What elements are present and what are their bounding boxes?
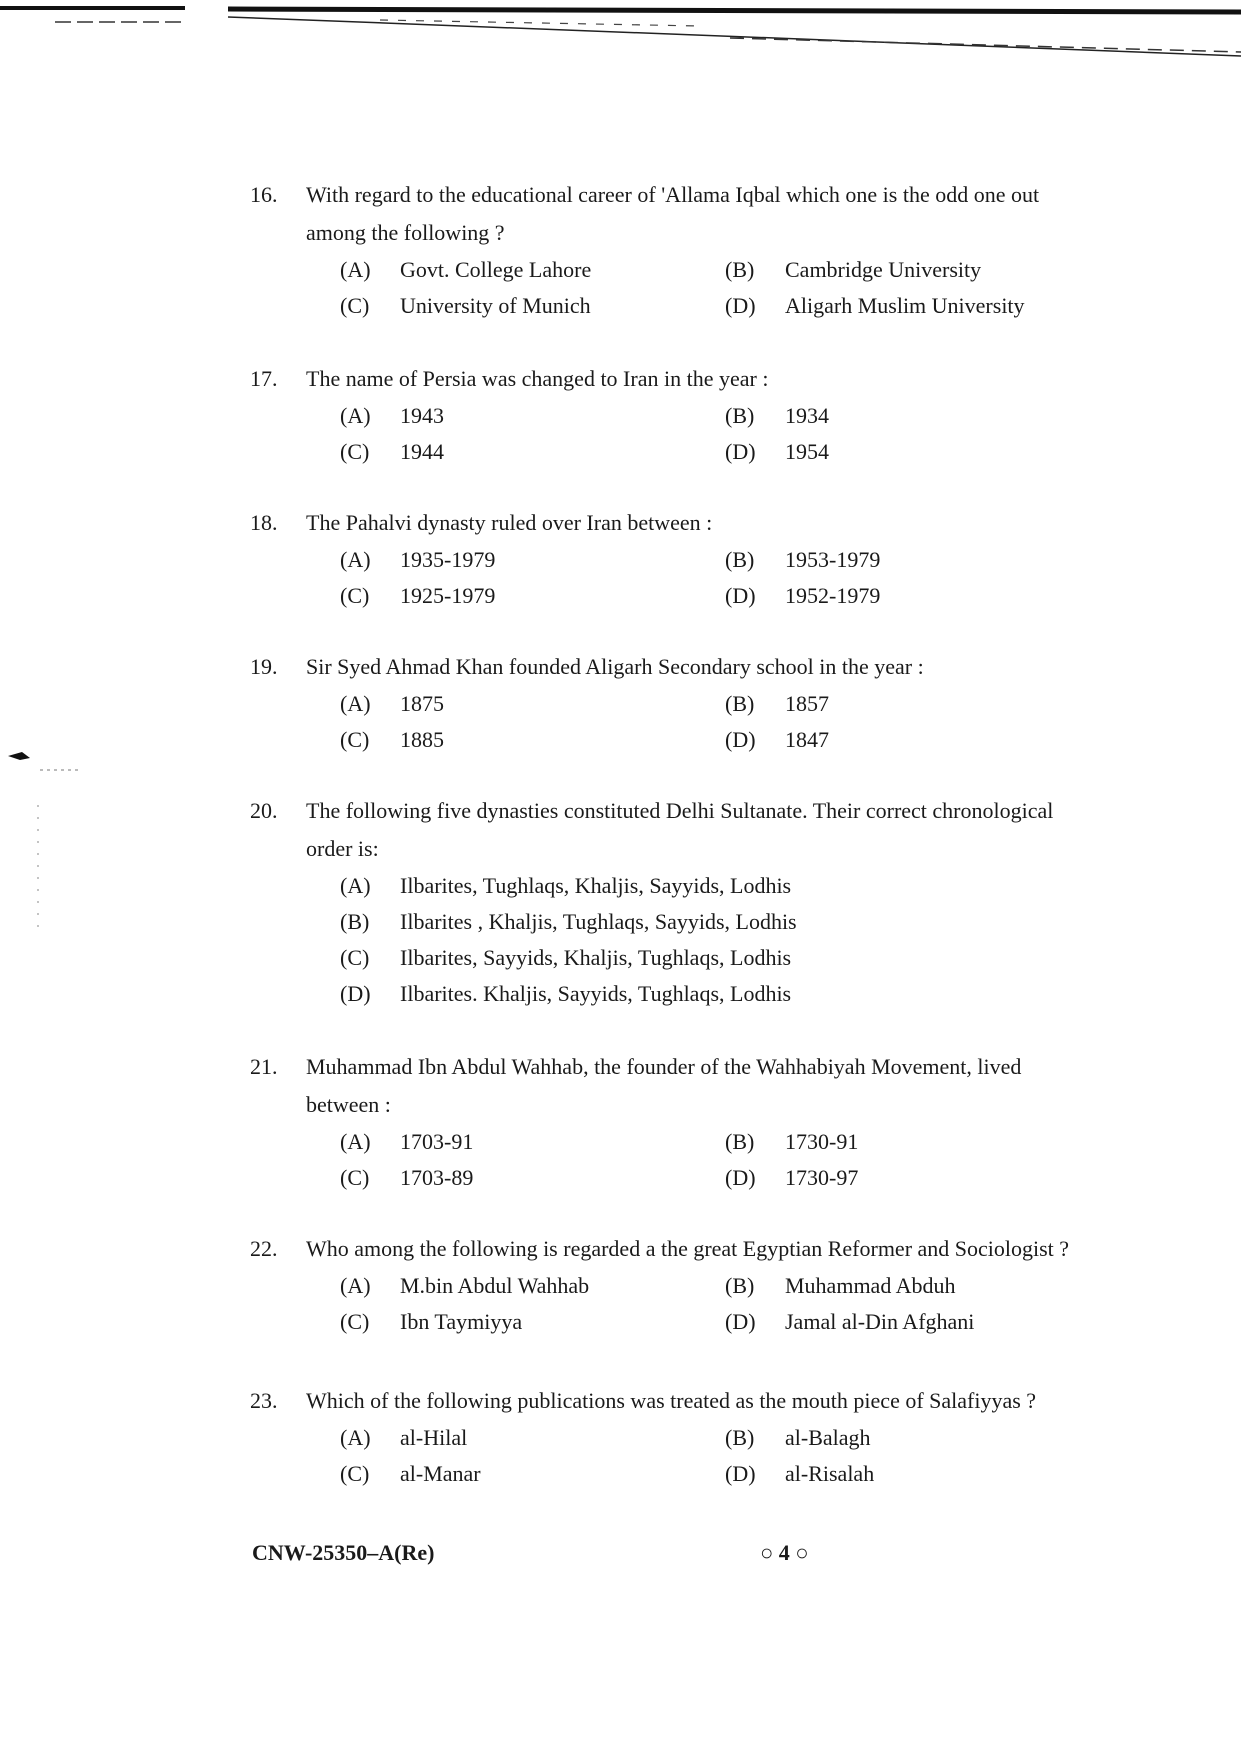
paper-code: CNW-25350–A(Re) (252, 1540, 435, 1565)
question-16 (250, 176, 1090, 324)
option-b: (B) 1934 (725, 403, 829, 428)
option-b: (B) Cambridge University (725, 257, 982, 282)
question-22 (250, 1230, 1090, 1340)
question-text: Which of the following publications was treated as the mouth piece of Salafiyyas ? (306, 1388, 1037, 1413)
question-text: The name of Persia was changed to Iran in the year : (306, 366, 769, 391)
option-a: (A) Govt. College Lahore (340, 257, 592, 282)
option-a: (A) 1703-91 (340, 1129, 474, 1154)
option-a: (A) 1935-1979 (340, 547, 496, 572)
option-b: (B) 1953-1979 (725, 547, 881, 572)
option-d: (D) 1954 (725, 439, 829, 464)
option-c: (C) al-Manar (340, 1461, 481, 1486)
question-number: 20. (250, 798, 278, 823)
question-number: 22. (250, 1236, 278, 1261)
option-a: (A) M.bin Abdul Wahhab (340, 1273, 590, 1298)
option-c: (C) 1885 (340, 727, 444, 752)
option-a: (A) 1875 (340, 691, 444, 716)
question-21 (250, 1048, 1090, 1196)
question-text: The Pahalvi dynasty ruled over Iran between : (306, 510, 713, 535)
question-18 (250, 504, 1090, 614)
option-d: (D) Ilbarites. Khaljis, Sayyids, Tughlaqs, Lodhis (340, 981, 792, 1006)
question-20 (250, 792, 1090, 1012)
option-b: (B) 1730-91 (725, 1129, 859, 1154)
option-b: (B) Muhammad Abduh (725, 1273, 956, 1298)
option-c: (C) University of Munich (340, 293, 591, 318)
question-19 (250, 648, 1090, 758)
question-17 (250, 360, 1090, 470)
option-c: (C) 1703-89 (340, 1165, 474, 1190)
page-ornament-right: ○ (795, 1540, 809, 1565)
question-number: 21. (250, 1054, 278, 1079)
option-a: (A) Ilbarites, Tughlaqs, Khaljis, Sayyids, Lodhis (340, 873, 792, 898)
question-number: 23. (250, 1388, 278, 1413)
option-c: (C) Ibn Taymiyya (340, 1309, 523, 1334)
option-c: (C) 1925-1979 (340, 583, 496, 608)
option-d: (D) Jamal al-Din Afghani (725, 1309, 975, 1334)
page-number (760, 1540, 809, 1566)
option-c: (C) 1944 (340, 439, 444, 464)
page-ornament-left: ○ (760, 1540, 774, 1565)
question-text: With regard to the educational career of 'Allama Iqbal which one is the odd one out among the following ? (306, 182, 1040, 245)
question-text: Sir Syed Ahmad Khan founded Aligarh Secondary school in the year : (306, 654, 924, 679)
option-d: (D) Aligarh Muslim University (725, 293, 1025, 318)
page-number-value: 4 (778, 1540, 790, 1565)
option-b: (B) 1857 (725, 691, 829, 716)
question-number: 16. (250, 182, 278, 207)
scan-margin-specks (0, 740, 160, 940)
option-b: (B) al-Balagh (725, 1425, 871, 1450)
option-b: (B) Ilbarites , Khaljis, Tughlaqs, Sayyids, Lodhis (340, 909, 797, 934)
option-a: (A) 1943 (340, 403, 444, 428)
option-c: (C) Ilbarites, Sayyids, Khaljis, Tughlaqs, Lodhis (340, 945, 792, 970)
option-a: (A) al-Hilal (340, 1425, 468, 1450)
question-number: 18. (250, 510, 278, 535)
question-number: 19. (250, 654, 278, 679)
question-text: The following five dynasties constituted Delhi Sultanate. Their correct chronological order is: (306, 798, 1054, 861)
scan-header-rules (0, 0, 1241, 70)
option-d: (D) 1730-97 (725, 1165, 859, 1190)
question-text: Who among the following is regarded a the great Egyptian Reformer and Sociologist ? (306, 1236, 1070, 1261)
option-d: (D) 1952-1979 (725, 583, 881, 608)
option-d: (D) 1847 (725, 727, 829, 752)
question-23 (250, 1382, 1090, 1492)
question-number: 17. (250, 366, 278, 391)
question-text: Muhammad Ibn Abdul Wahhab, the founder of the Wahhabiyah Movement, lived between : (306, 1054, 1022, 1117)
option-d: (D) al-Risalah (725, 1461, 875, 1486)
